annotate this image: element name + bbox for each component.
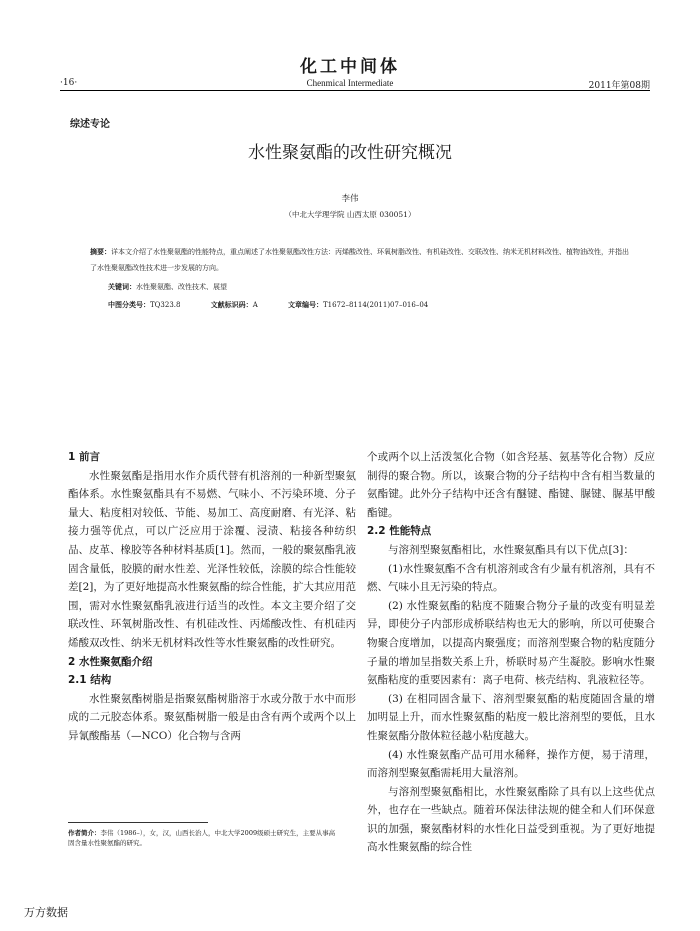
author: 李伟 bbox=[341, 194, 359, 204]
paragraph: 与溶剂型聚氨酯相比，水性聚氨酯具有以下优点[3]： bbox=[388, 543, 634, 556]
heading-2-1: 2.1 结构 bbox=[68, 674, 112, 687]
clc-number bbox=[108, 301, 180, 309]
paragraph: (2) 水性聚氨酯的粘度不随聚合物分子量的改变有明显差异，即使分子内部形成桥联结构也无大的影响，所以可使聚合物聚合度增加，以提高内聚强度；而溶剂型聚合物的粘度随分子量的增加呈指数关系上升，桥联时易产生凝胶。影响水性聚氨酯粘度的重要因素有：离子电荷、核壳结构、乳液粒径等。 bbox=[367, 599, 655, 687]
footnote-text: 李伟（1986–），女，汉，山西长治人，中北大学2009级硕士研究生，主要从事高固含量水性聚氨酯的研究。 bbox=[68, 829, 336, 847]
paragraph: 个或两个以上活泼氢化合物（如含羟基、氨基等化合物）反应制得的聚合物。所以，该聚合物的分子结构中含有相当数量的氨酯键。此外分子结构中还含有醚键、酯键、脲键、脲基甲酸酯键。 bbox=[367, 451, 655, 519]
clc-value: TQ323.8 bbox=[150, 301, 181, 309]
doc-label: 文献标识码： bbox=[210, 301, 253, 309]
page-number: ·16· bbox=[60, 78, 78, 88]
article-label: 文章编号： bbox=[287, 301, 323, 309]
journal-title: 化工中间体 bbox=[300, 57, 400, 77]
keywords-text: 水性聚氨酯、改性技术、展望 bbox=[136, 283, 227, 291]
affiliation: （中北大学理学院 山西太原 030051） bbox=[284, 210, 416, 219]
keywords bbox=[108, 282, 227, 292]
body-right-column bbox=[367, 448, 655, 857]
paragraph: 水性聚氨酯是指用水作介质代替有机溶剂的一种新型聚氨酯体系。水性聚氨酯具有不易燃、气味小、不污染环境、分子量大、粘度相对较低、节能、易加工、高度耐磨、有光泽、粘接力强等优点，可以广泛应用于涂覆、浸渍、粘接各种纺织品、皮革、橡胶等各种材料基质[1]。然而，一般的聚氨酯乳液固含量低，胶膜的耐水性差、光泽性较低，涂膜的综合性能较差[2]，为了更好地提高水性聚氨酯的综合性能，扩大其应用范围，需对水性聚氨酯乳液进行适当的改性。本文主要介绍了交联改性、环氧树脂改性、有机硅改性、丙烯酸改性、有机硅丙烯酸双改性、纳米无机材料改性等水性聚氨酯的改性研究。 bbox=[68, 469, 356, 649]
paragraph: (3) 在相同固含量下、溶剂型聚氨酯的粘度随固含量的增加明显上升，而水性聚氨酯的粘度一般比溶剂型的要低，且水性聚氨酯分散体粒径越小粘度越大。 bbox=[367, 692, 655, 742]
article-number bbox=[288, 301, 428, 309]
abstract bbox=[90, 244, 635, 276]
header-rule bbox=[60, 90, 650, 91]
journal-english-title: Chenmical Intermediate bbox=[306, 78, 394, 88]
paragraph: (1)水性聚氨酯不含有机溶剂或含有少量有机溶剂，具有不燃、气味小且无污染的特点。 bbox=[367, 562, 655, 594]
footnote-label: 作者简介： bbox=[68, 829, 101, 837]
abstract-text: 详本文介绍了水性聚氨酯的性能特点，重点阐述了水性聚氨酯改性方法：丙烯酸改性、环氧树脂改性、有机硅改性、交联改性、纳米无机材料改性、植物油改性，并指出了水性聚氨酯改性技术进一步发展的方向。 bbox=[90, 248, 629, 272]
classification bbox=[108, 300, 456, 310]
clc-label: 中图分类号： bbox=[108, 301, 150, 309]
article-value: T1672–8114(2011)07–016–04 bbox=[322, 301, 429, 309]
author-footnote bbox=[68, 828, 338, 848]
body-left-column bbox=[68, 448, 356, 746]
doc-value: A bbox=[252, 301, 258, 309]
issue-label: 2011年第08期 bbox=[588, 81, 650, 91]
abstract-label: 摘要： bbox=[90, 248, 111, 256]
heading-1: 1 前言 bbox=[68, 451, 100, 463]
paragraph: 水性聚氨酯树脂是指聚氨酯树脂溶于水或分散于水中而形成的二元胶态体系。聚氨酯树脂一般是由含有两个或两个以上异氰酸酯基（—NCO）化合物与含两 bbox=[68, 692, 356, 742]
footnote-rule bbox=[68, 822, 208, 823]
watermark: 万方数据 bbox=[24, 906, 68, 919]
paragraph: (4) 水性聚氨酯产品可用水稀释，操作方便，易于清理，而溶剂型聚氨酯需耗用大量溶剂。 bbox=[367, 748, 655, 780]
doc-code bbox=[211, 301, 258, 309]
paper-title: 水性聚氨酯的改性研究概况 bbox=[248, 143, 452, 163]
heading-2-2: 2.2 性能特点 bbox=[367, 525, 432, 538]
heading-2: 2 水性聚氨酯介绍 bbox=[68, 655, 153, 668]
section-tag: 综述专论 bbox=[70, 119, 110, 130]
paragraph: 与溶剂型聚氨酯相比，水性聚氨酯除了具有以上这些优点外，也存在一些缺点。随着环保法律法规的健全和人们环保意识的加强，聚氨酯材料的水性化日益受到重视。为了更好地提高水性聚氨酯的综合性 bbox=[367, 785, 655, 854]
keywords-label: 关键词： bbox=[108, 283, 136, 291]
